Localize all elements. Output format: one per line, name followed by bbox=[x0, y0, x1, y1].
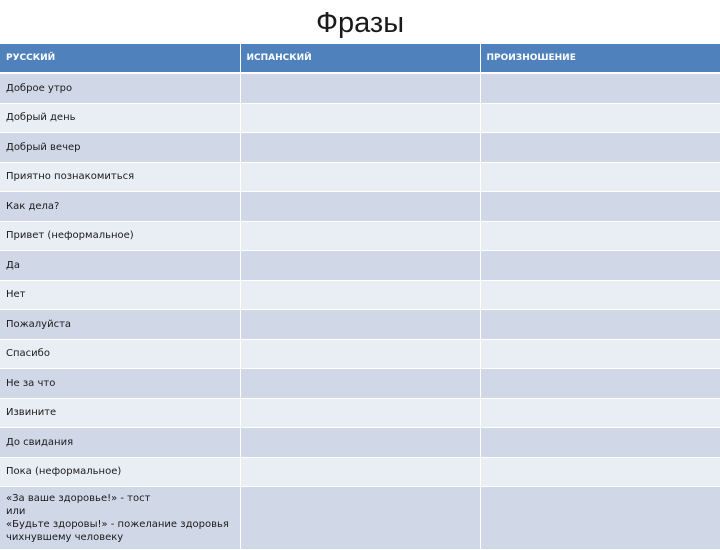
cell-russian: Не за что bbox=[0, 369, 240, 399]
cell-pronunciation[interactable] bbox=[480, 310, 720, 340]
table-row bbox=[0, 251, 720, 281]
table-row bbox=[0, 280, 720, 310]
cell-pronunciation[interactable] bbox=[480, 280, 720, 310]
table-row bbox=[0, 339, 720, 369]
cell-spanish[interactable] bbox=[240, 221, 480, 251]
cell-spanish[interactable] bbox=[240, 251, 480, 281]
cell-russian: Доброе утро bbox=[0, 73, 240, 103]
cell-russian: Привет (неформальное) bbox=[0, 221, 240, 251]
table-row bbox=[0, 221, 720, 251]
cell-pronunciation[interactable] bbox=[480, 221, 720, 251]
table-header-row bbox=[0, 44, 720, 73]
cell-pronunciation[interactable] bbox=[480, 103, 720, 133]
cell-spanish[interactable] bbox=[240, 280, 480, 310]
cell-spanish[interactable] bbox=[240, 103, 480, 133]
cell-russian: До свидания bbox=[0, 428, 240, 458]
table-row bbox=[0, 369, 720, 399]
cell-pronunciation[interactable] bbox=[480, 192, 720, 222]
cell-spanish[interactable] bbox=[240, 398, 480, 428]
cell-russian: Пока (неформальное) bbox=[0, 457, 240, 487]
cell-pronunciation[interactable] bbox=[480, 162, 720, 192]
cell-spanish[interactable] bbox=[240, 73, 480, 103]
cell-russian: Добрый день bbox=[0, 103, 240, 133]
cell-pronunciation[interactable] bbox=[480, 369, 720, 399]
column-header-spanish: ИСПАНСКИЙ bbox=[240, 44, 480, 73]
cell-russian: Приятно познакомиться bbox=[0, 162, 240, 192]
table-row bbox=[0, 133, 720, 163]
table-row bbox=[0, 73, 720, 103]
cell-russian: Добрый вечер bbox=[0, 133, 240, 163]
cell-pronunciation[interactable] bbox=[480, 487, 720, 550]
column-header-russian: РУССКИЙ bbox=[0, 44, 240, 73]
cell-pronunciation[interactable] bbox=[480, 133, 720, 163]
cell-russian: Спасибо bbox=[0, 339, 240, 369]
cell-spanish[interactable] bbox=[240, 457, 480, 487]
phrases-table bbox=[0, 44, 720, 550]
cell-russian: Да bbox=[0, 251, 240, 281]
cell-pronunciation[interactable] bbox=[480, 398, 720, 428]
cell-spanish[interactable] bbox=[240, 310, 480, 340]
cell-spanish[interactable] bbox=[240, 339, 480, 369]
cell-russian-multiline bbox=[0, 487, 240, 550]
cell-spanish[interactable] bbox=[240, 192, 480, 222]
cell-spanish[interactable] bbox=[240, 162, 480, 192]
cell-line: «Будьте здоровы!» - пожелание здоровья bbox=[6, 519, 229, 530]
cell-russian: Нет bbox=[0, 280, 240, 310]
page-title: Фразы bbox=[315, 7, 405, 39]
cell-spanish[interactable] bbox=[240, 133, 480, 163]
table-row bbox=[0, 428, 720, 458]
table-row bbox=[0, 398, 720, 428]
cell-russian: Извините bbox=[0, 398, 240, 428]
table-row bbox=[0, 487, 720, 550]
cell-russian: Как дела? bbox=[0, 192, 240, 222]
cell-spanish[interactable] bbox=[240, 428, 480, 458]
table-row bbox=[0, 103, 720, 133]
cell-pronunciation[interactable] bbox=[480, 339, 720, 369]
table-row bbox=[0, 162, 720, 192]
cell-line: «За ваше здоровье!» - тост bbox=[6, 493, 151, 504]
table-row bbox=[0, 457, 720, 487]
cell-spanish[interactable] bbox=[240, 487, 480, 550]
cell-line: или bbox=[6, 506, 26, 517]
cell-spanish[interactable] bbox=[240, 369, 480, 399]
cell-line: чихнувшему человеку bbox=[6, 532, 124, 543]
table-row bbox=[0, 310, 720, 340]
cell-pronunciation[interactable] bbox=[480, 251, 720, 281]
cell-russian: Пожалуйста bbox=[0, 310, 240, 340]
cell-pronunciation[interactable] bbox=[480, 428, 720, 458]
cell-pronunciation[interactable] bbox=[480, 73, 720, 103]
cell-pronunciation[interactable] bbox=[480, 457, 720, 487]
table-row bbox=[0, 192, 720, 222]
column-header-pronunciation: ПРОИЗНОШЕНИЕ bbox=[480, 44, 720, 73]
